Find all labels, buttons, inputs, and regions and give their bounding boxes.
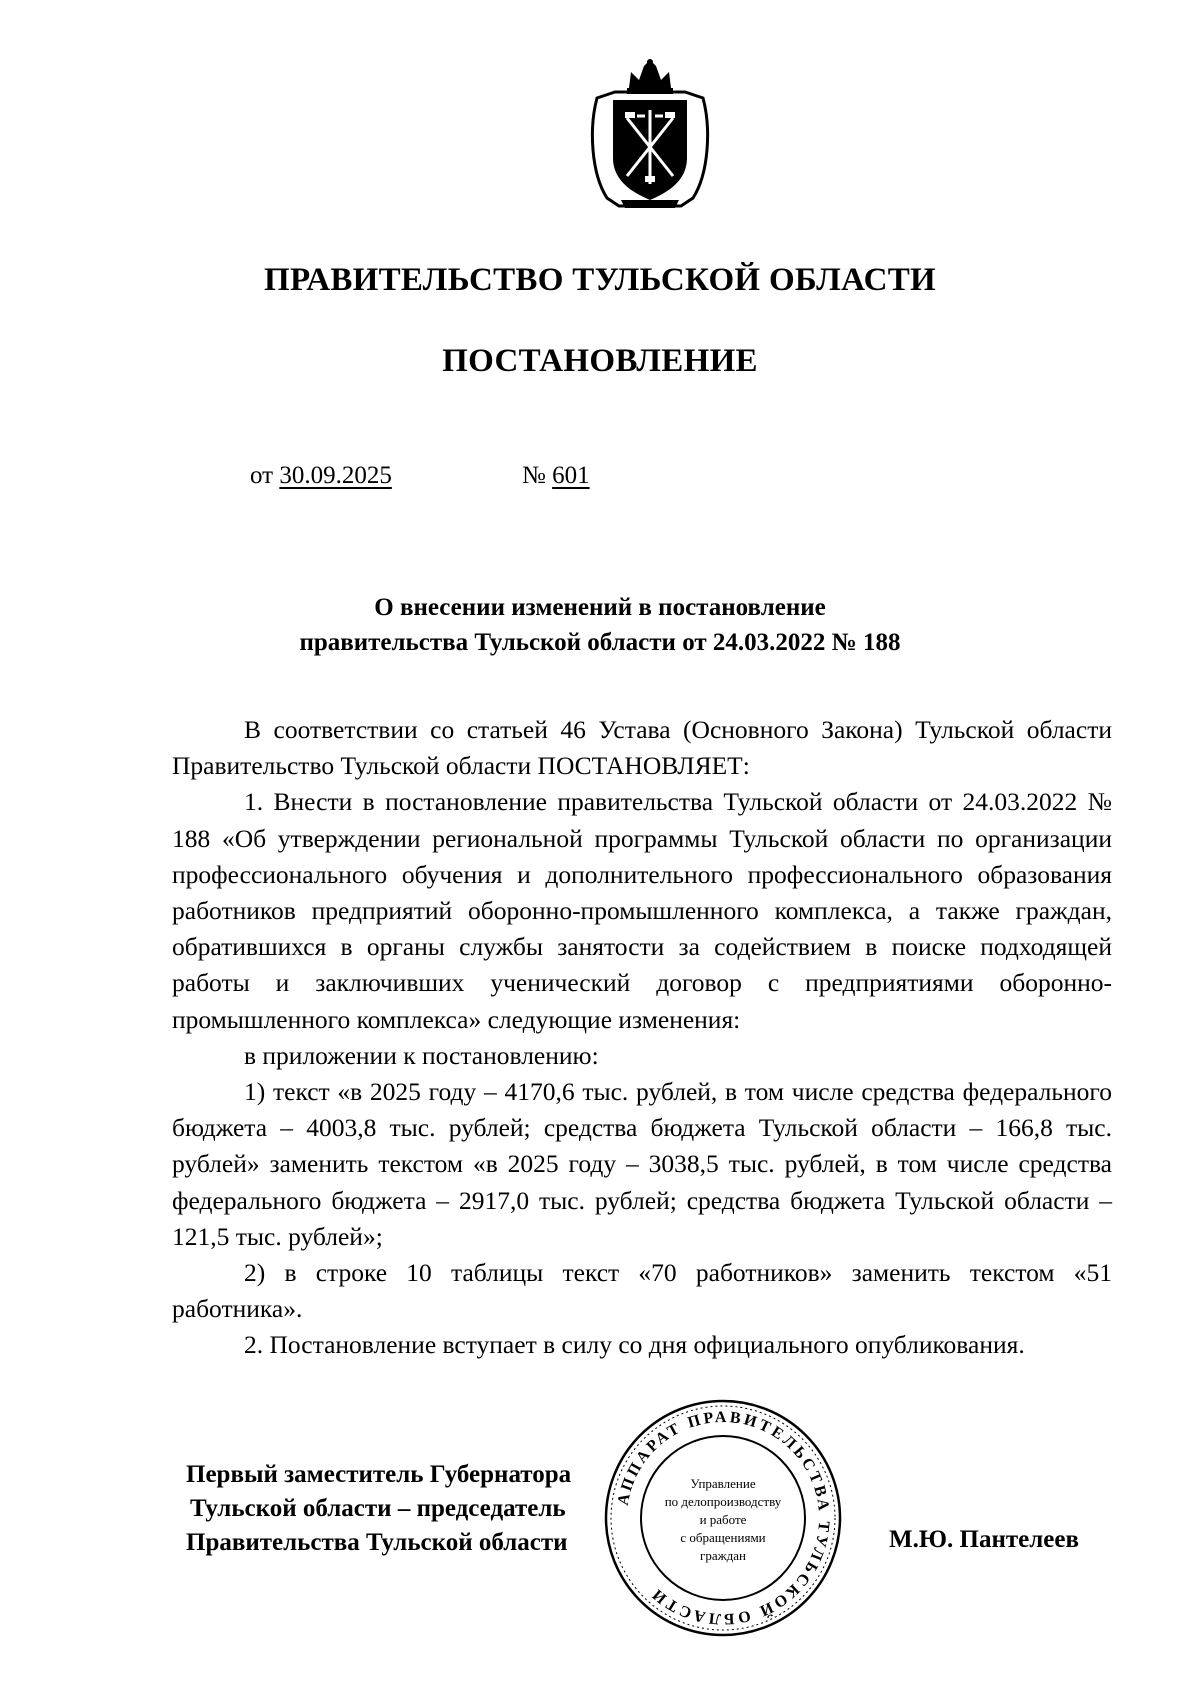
- government-title: ПРАВИТЕЛЬСТВО ТУЛЬСКОЙ ОБЛАСТИ: [264, 262, 936, 298]
- document-subject: [0, 590, 1200, 660]
- body-paragraph-item-1: 1. Внести в постановление правительства Тульской области от 24.03.2022 № 188 «Об утверждении региональной программы Тульской области по организации профессионального обучения и дополнительного профессионального образования работников предприятий оборонно-промышленного комплекса, а также граждан, обратившихся в органы службы занятости за содействием в поиске подходящей работы и заключивших ученический договор с предприятиями оборонно-промышленного комплекса» следующие изменения:: [172, 787, 1112, 1034]
- body-paragraph-subitem-1: 1) текст «в 2025 году – 4170,6 тыс. рублей, в том числе средства федерального бюджета – 4003,8 тыс. рублей; средства бюджета Тульской области – 166,8 тыс. рублей» заменить текстом «в 2025 году – 3038,5 тыс. рублей, в том числе средства федерального бюджета – 2917,0 тыс. рублей; средства бюджета Тульской области – 121,5 тыс. рублей»;: [172, 1077, 1112, 1251]
- svg-text:по делопроизводству: по делопроизводству: [664, 1494, 782, 1509]
- date-line: [250, 462, 392, 490]
- body-paragraph-item-2: 2. Постановление вступает в силу со дня официального опубликования.: [244, 1330, 1025, 1360]
- number-prefix: №: [522, 462, 546, 489]
- document-date: 30.09.2025: [279, 462, 392, 489]
- number-line: [522, 462, 590, 490]
- svg-text:с обращениями: с обращениями: [680, 1530, 766, 1545]
- body-paragraph-subitem-2: 2) в строке 10 таблицы текст «70 работников» заменить текстом «51 работника».: [172, 1258, 1112, 1324]
- svg-text:и работе: и работе: [699, 1512, 747, 1527]
- signer-name: М.Ю. Пантелеев: [889, 1526, 1079, 1553]
- date-prefix: от: [250, 462, 274, 489]
- svg-text:Управление: Управление: [690, 1476, 756, 1491]
- coat-of-arms-emblem: [587, 58, 713, 210]
- signature-block: [186, 1458, 571, 1560]
- body-paragraph-appendix: в приложении к постановлению:: [244, 1040, 599, 1070]
- subject-line-1: О внесении изменений в постановление: [374, 594, 826, 621]
- signer-title-line-2: Тульской области – председатель: [190, 1495, 566, 1522]
- svg-text:граждан: граждан: [700, 1548, 746, 1563]
- document-type-title: ПОСТАНОВЛЕНИЕ: [442, 343, 758, 379]
- svg-text:АППАРАТ ПРАВИТЕЛЬСТВА ТУЛЬСКОЙ: АППАРАТ ПРАВИТЕЛЬСТВА ТУЛЬСКОЙ ОБЛАСТИ: [614, 1408, 833, 1628]
- document-body: [172, 712, 1112, 1364]
- subject-line-2: правительства Тульской области от 24.03.2022 № 188: [299, 629, 901, 656]
- body-paragraph-preamble: В соответствии со статьей 46 Устава (Основного Закона) Тульской области Правительство Тульской области ПОСТАНОВЛЯЕТ:: [172, 715, 1112, 781]
- document-number: 601: [552, 462, 590, 489]
- official-stamp: [603, 1398, 843, 1638]
- signer-title-line-1: Первый заместитель Губернатора: [186, 1461, 572, 1488]
- signer-title-line-3: Правительства Тульской области: [186, 1529, 568, 1556]
